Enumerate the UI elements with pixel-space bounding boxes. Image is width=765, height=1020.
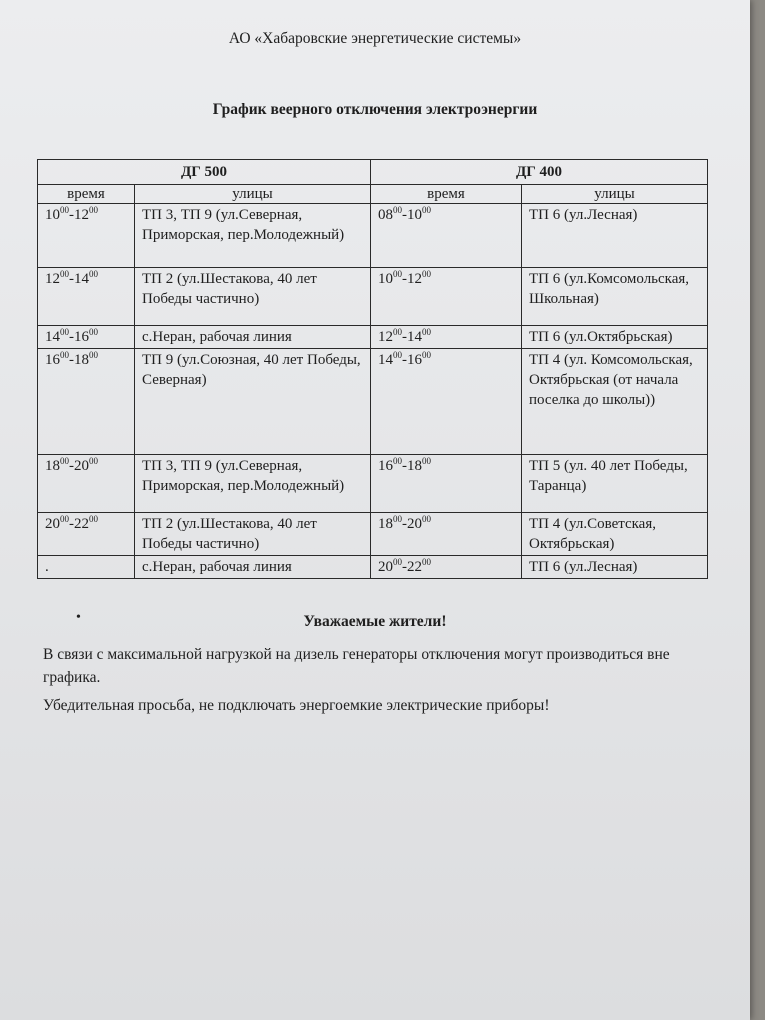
time-end-hour: 18 <box>407 458 422 474</box>
cell-time-dg500 <box>38 455 135 513</box>
time-start-hour: . <box>45 559 49 575</box>
time-range-dash: - <box>402 516 407 532</box>
time-end-minutes: 00 <box>422 205 431 215</box>
time-end-minutes: 00 <box>422 514 431 524</box>
cell-streets-dg400: ТП 4 (ул.Советская, Октябрьская) <box>522 513 708 556</box>
time-range-dash: - <box>69 352 74 368</box>
cell-time-dg500 <box>38 349 135 455</box>
time-end-minutes: 00 <box>422 456 431 466</box>
time-start-hour: 18 <box>378 516 393 532</box>
time-range-dash: - <box>402 559 407 575</box>
group-header-dg400: ДГ 400 <box>371 160 708 185</box>
cell-time-dg400 <box>371 556 522 579</box>
notice-paragraph-1: В связи с максимальной нагрузкой на дизель генераторы отключения могут производиться вне графика. <box>43 646 670 686</box>
cell-streets-dg400: ТП 4 (ул. Комсомольская, Октябрьская (от начала поселка до школы)) <box>522 349 708 455</box>
time-start-hour: 20 <box>45 516 60 532</box>
notice-paragraph-2: Убедительная просьба, не подключать энергоемкие электрические приборы! <box>43 697 550 714</box>
cell-time-dg400 <box>371 513 522 556</box>
time-end-hour: 12 <box>407 271 422 287</box>
time-start-minutes: 00 <box>393 327 402 337</box>
cell-time-dg500 <box>38 513 135 556</box>
group-header-dg500: ДГ 500 <box>38 160 371 185</box>
time-end-hour: 16 <box>74 329 89 345</box>
time-end-hour: 14 <box>74 271 89 287</box>
organization-name: АО «Хабаровские энергетические системы» <box>228 30 522 47</box>
table-body <box>38 204 708 579</box>
time-range-dash: - <box>69 516 74 532</box>
time-range-dash: - <box>69 271 74 287</box>
time-start-hour: 20 <box>378 559 393 575</box>
time-start-minutes: 00 <box>393 514 402 524</box>
time-end-hour: 14 <box>407 329 422 345</box>
time-start-hour: 14 <box>378 352 393 368</box>
table-subheader-row <box>38 185 708 204</box>
cell-streets-dg500: ТП 2 (ул.Шестакова, 40 лет Победы частично) <box>135 513 371 556</box>
document-title: График веерного отключения электроэнергии <box>212 101 538 118</box>
cell-streets-dg500: с.Неран, рабочая линия <box>135 326 371 349</box>
time-start-hour: 10 <box>45 207 60 223</box>
time-start-hour: 10 <box>378 271 393 287</box>
cell-streets-dg400: ТП 5 (ул. 40 лет Победы, Таранца) <box>522 455 708 513</box>
cell-time-dg400 <box>371 349 522 455</box>
time-start-minutes: 00 <box>393 557 402 567</box>
cell-streets-dg500: ТП 3, ТП 9 (ул.Северная, Приморская, пер.Молодежный) <box>135 455 371 513</box>
time-range-dash: - <box>402 329 407 345</box>
time-end-minutes: 00 <box>89 456 98 466</box>
time-end-minutes: 00 <box>422 350 431 360</box>
stray-mark: • <box>76 610 81 625</box>
cell-streets-dg400: ТП 6 (ул.Октябрьская) <box>522 326 708 349</box>
cell-streets-dg500: с.Неран, рабочая линия <box>135 556 371 579</box>
time-end-hour: 16 <box>407 352 422 368</box>
time-end-hour: 18 <box>74 352 89 368</box>
time-end-minutes: 00 <box>89 350 98 360</box>
table-row <box>38 326 708 349</box>
time-range-dash: - <box>402 207 407 223</box>
time-range-dash: - <box>69 458 74 474</box>
time-start-hour: 16 <box>378 458 393 474</box>
cell-streets-dg400: ТП 6 (ул.Лесная) <box>522 556 708 579</box>
cell-streets-dg400: ТП 6 (ул.Комсомольская, Школьная) <box>522 268 708 326</box>
subheader-streets-dg400: улицы <box>522 185 708 204</box>
time-range-dash: - <box>402 458 407 474</box>
time-start-hour: 08 <box>378 207 393 223</box>
cell-time-dg500 <box>38 326 135 349</box>
time-end-hour: 10 <box>407 207 422 223</box>
time-start-hour: 12 <box>45 271 60 287</box>
time-start-minutes: 00 <box>393 205 402 215</box>
table-row <box>38 268 708 326</box>
table-group-header-row <box>38 160 708 185</box>
cell-time-dg500 <box>38 556 135 579</box>
outage-schedule-table <box>37 159 708 579</box>
time-start-hour: 14 <box>45 329 60 345</box>
time-end-minutes: 00 <box>89 327 98 337</box>
time-end-minutes: 00 <box>422 557 431 567</box>
time-range-dash: - <box>69 207 74 223</box>
cell-streets-dg500: ТП 3, ТП 9 (ул.Северная, Приморская, пер.Молодежный) <box>135 204 371 268</box>
time-end-minutes: 00 <box>89 514 98 524</box>
time-end-hour: 20 <box>407 516 422 532</box>
time-start-minutes: 00 <box>60 269 69 279</box>
cell-time-dg500 <box>38 204 135 268</box>
subheader-streets-dg500: улицы <box>135 185 371 204</box>
table-row <box>38 349 708 455</box>
table-row <box>38 455 708 513</box>
time-start-minutes: 00 <box>60 205 69 215</box>
time-end-hour: 12 <box>74 207 89 223</box>
time-end-minutes: 00 <box>89 205 98 215</box>
time-start-minutes: 00 <box>393 456 402 466</box>
time-start-minutes: 00 <box>60 456 69 466</box>
cell-time-dg400 <box>371 204 522 268</box>
time-start-minutes: 00 <box>393 269 402 279</box>
cell-streets-dg400: ТП 6 (ул.Лесная) <box>522 204 708 268</box>
time-start-minutes: 00 <box>393 350 402 360</box>
cell-streets-dg500: ТП 9 (ул.Союзная, 40 лет Победы, Северная) <box>135 349 371 455</box>
table-row <box>38 204 708 268</box>
time-end-hour: 22 <box>407 559 422 575</box>
cell-time-dg500 <box>38 268 135 326</box>
greeting-heading: Уважаемые жители! <box>303 613 447 630</box>
cell-time-dg400 <box>371 326 522 349</box>
time-end-minutes: 00 <box>422 269 431 279</box>
time-range-dash: - <box>402 271 407 287</box>
table-row <box>38 513 708 556</box>
cell-time-dg400 <box>371 455 522 513</box>
subheader-time-dg500: время <box>38 185 135 204</box>
time-start-hour: 18 <box>45 458 60 474</box>
subheader-time-dg400: время <box>371 185 522 204</box>
time-start-minutes: 00 <box>60 350 69 360</box>
time-start-minutes: 00 <box>60 514 69 524</box>
time-range-dash: - <box>402 352 407 368</box>
time-start-hour: 12 <box>378 329 393 345</box>
cell-streets-dg500: ТП 2 (ул.Шестакова, 40 лет Победы частично) <box>135 268 371 326</box>
time-end-hour: 20 <box>74 458 89 474</box>
time-end-minutes: 00 <box>422 327 431 337</box>
table-row <box>38 556 708 579</box>
time-start-minutes: 00 <box>60 327 69 337</box>
time-range-dash: - <box>69 329 74 345</box>
time-end-hour: 22 <box>74 516 89 532</box>
cell-time-dg400 <box>371 268 522 326</box>
time-start-hour: 16 <box>45 352 60 368</box>
time-end-minutes: 00 <box>89 269 98 279</box>
